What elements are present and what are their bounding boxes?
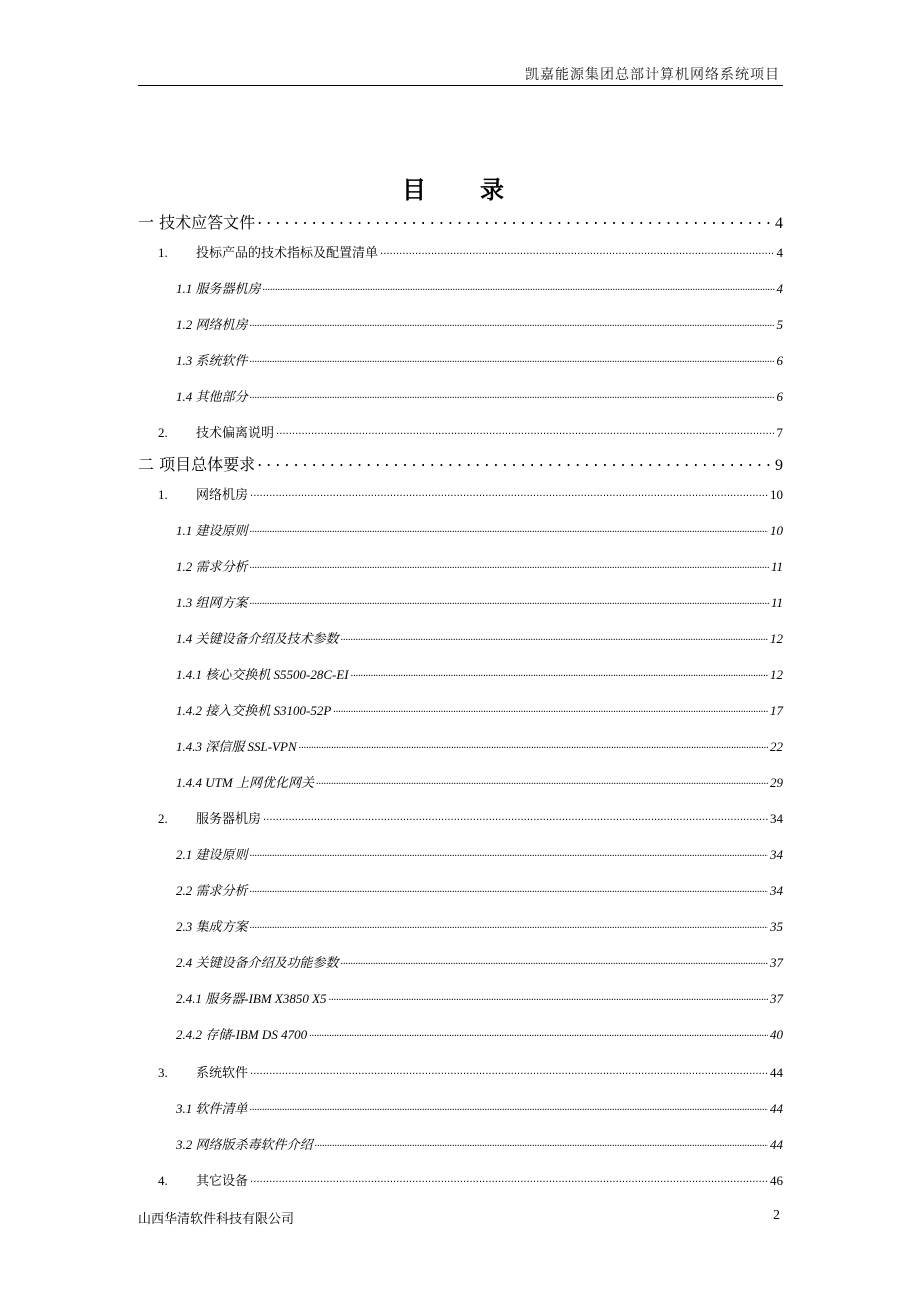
toc-entry-page: 11 bbox=[770, 559, 783, 574]
toc-entry-page: 4 bbox=[776, 245, 783, 260]
toc-entry[interactable] bbox=[158, 242, 783, 261]
toc-entry[interactable] bbox=[176, 1134, 783, 1153]
toc-entry-label: 2.3 集成方案 bbox=[176, 919, 248, 934]
toc-entry[interactable] bbox=[176, 386, 783, 405]
toc-entry-label: 3.2 网络版杀毒软件介绍 bbox=[176, 1137, 313, 1152]
toc-leader-dots bbox=[250, 918, 768, 931]
footer-page-number: 2 bbox=[773, 1208, 780, 1223]
toc-entry[interactable] bbox=[176, 350, 783, 369]
toc-title bbox=[0, 170, 920, 205]
toc-entry-label bbox=[158, 242, 378, 261]
toc-entry-text: 技术偏离说明 bbox=[196, 426, 275, 441]
toc-leader-dots bbox=[250, 388, 775, 401]
toc-leader-dots bbox=[250, 486, 768, 499]
toc-entry[interactable] bbox=[176, 1024, 783, 1043]
toc-leader-dots bbox=[250, 1064, 768, 1077]
toc-entry-label: 1.1 建设原则 bbox=[176, 523, 248, 538]
toc-leader-dots bbox=[309, 1026, 768, 1039]
toc-entry[interactable] bbox=[176, 700, 783, 719]
toc-entry[interactable] bbox=[176, 844, 783, 863]
toc-entry-label bbox=[158, 1170, 248, 1189]
toc-entry-page: 6 bbox=[776, 353, 783, 368]
toc-entry-label: 1.4.4 UTM 上网优化网关 bbox=[176, 775, 314, 790]
toc-leader-dots bbox=[250, 352, 775, 365]
toc-entry[interactable] bbox=[176, 988, 783, 1007]
running-header: 凯嘉能源集团总部计算机网络系统项目 bbox=[525, 67, 780, 83]
toc-entry-page: 44 bbox=[770, 1065, 783, 1080]
toc-entry-page: 10 bbox=[770, 487, 783, 502]
toc-entry-page: 37 bbox=[770, 955, 783, 970]
toc-entry[interactable] bbox=[176, 880, 783, 899]
toc-entry-number: 2. bbox=[158, 425, 168, 440]
toc-leader-dots bbox=[263, 810, 768, 823]
toc-entry-label: 3.1 软件清单 bbox=[176, 1101, 248, 1116]
toc-leader-dots bbox=[316, 774, 768, 787]
toc-entry-page: 9 bbox=[775, 457, 783, 474]
toc-leader-dots bbox=[250, 594, 769, 607]
footer-company: 山西华清软件科技有限公司 bbox=[138, 1212, 295, 1227]
toc-leader-dots bbox=[250, 316, 775, 329]
toc-entry-label bbox=[158, 484, 248, 503]
toc-entry-number: 2. bbox=[158, 811, 168, 826]
toc-entry-page: 44 bbox=[770, 1137, 783, 1152]
toc-entry[interactable] bbox=[176, 916, 783, 935]
toc-entry[interactable] bbox=[158, 1170, 783, 1189]
toc-entry-label: 1.4 关键设备介绍及技术参数 bbox=[176, 631, 339, 646]
toc-entry[interactable] bbox=[158, 1062, 783, 1081]
toc-entry-page: 5 bbox=[776, 317, 783, 332]
toc-leader-dots bbox=[333, 702, 768, 715]
toc-entry[interactable] bbox=[176, 520, 783, 539]
toc-entry-page: 4 bbox=[775, 215, 783, 232]
toc-entry[interactable] bbox=[176, 952, 783, 971]
toc-entry-page: 44 bbox=[770, 1101, 783, 1116]
toc-entry-page: 6 bbox=[776, 389, 783, 404]
toc-leader-dots bbox=[351, 666, 768, 679]
toc-entry[interactable] bbox=[176, 664, 783, 683]
toc-entry-label: 一 技术应答文件 bbox=[138, 213, 256, 232]
toc-entry-page: 34 bbox=[770, 811, 783, 826]
toc-entry-page: 40 bbox=[770, 1027, 783, 1042]
toc-entry[interactable] bbox=[176, 278, 783, 297]
header-rule bbox=[138, 85, 783, 86]
toc-entry-label: 2.1 建设原则 bbox=[176, 847, 248, 862]
toc-leader-dots bbox=[315, 1136, 768, 1149]
toc-entry-label: 2.4 关键设备介绍及功能参数 bbox=[176, 955, 339, 970]
toc-entry-page: 11 bbox=[770, 595, 783, 610]
toc-entry-label: 1.4.3 深信服 SSL-VPN bbox=[176, 739, 297, 754]
toc-entry-page: 12 bbox=[770, 631, 783, 646]
toc-entry-page: 34 bbox=[770, 847, 783, 862]
toc-entry[interactable] bbox=[176, 628, 783, 647]
toc-entry-number: 3. bbox=[158, 1065, 168, 1080]
toc-entry-label: 1.3 组网方案 bbox=[176, 595, 248, 610]
toc-entry-label: 2.4.2 存储-IBM DS 4700 bbox=[176, 1027, 308, 1042]
toc-entry-label: 1.2 网络机房 bbox=[176, 317, 248, 332]
toc-entry[interactable] bbox=[176, 314, 783, 333]
toc-entry-label: 1.4.2 接入交换机 S3100-52P bbox=[176, 703, 332, 718]
toc-entry-text: 系统软件 bbox=[196, 1066, 249, 1081]
toc-entry-page: 10 bbox=[770, 523, 783, 538]
toc-leader-dots bbox=[250, 522, 768, 535]
toc-entry-number: 4. bbox=[158, 1173, 168, 1188]
toc-leader-dots bbox=[250, 1172, 768, 1185]
toc-title-char-2: 录 bbox=[480, 176, 518, 204]
toc-entry[interactable] bbox=[176, 736, 783, 755]
toc-entry[interactable] bbox=[158, 808, 783, 827]
toc-entry-page: 29 bbox=[770, 775, 783, 790]
toc-entry-text: 投标产品的技术指标及配置清单 bbox=[196, 246, 379, 261]
toc-entry-number: 1. bbox=[158, 245, 168, 260]
toc-entry-label: 1.1 服务器机房 bbox=[176, 281, 261, 296]
toc-entry-label: 2.2 需求分析 bbox=[176, 883, 248, 898]
toc-leader-dots bbox=[257, 454, 773, 470]
toc-entry-label: 1.4.1 核心交换机 S5500-28C-EI bbox=[176, 667, 349, 682]
toc-entry-text: 网络机房 bbox=[196, 488, 249, 503]
toc-leader-dots bbox=[276, 424, 774, 437]
toc-entry-number: 1. bbox=[158, 487, 168, 502]
toc-entry[interactable] bbox=[176, 772, 783, 791]
toc-entry-text: 服务器机房 bbox=[196, 812, 262, 827]
toc-entry[interactable] bbox=[176, 556, 783, 575]
toc-entry-page: 34 bbox=[770, 883, 783, 898]
toc-entry-text: 其它设备 bbox=[196, 1174, 249, 1189]
toc-leader-dots bbox=[250, 882, 768, 895]
toc-entry-page: 4 bbox=[776, 281, 783, 296]
toc-leader-dots bbox=[380, 244, 774, 257]
toc-entry-label: 1.3 系统软件 bbox=[176, 353, 248, 368]
toc-entry-page: 7 bbox=[776, 425, 783, 440]
toc-leader-dots bbox=[250, 558, 769, 571]
toc-entry-page: 22 bbox=[770, 739, 783, 754]
toc-entry-page: 46 bbox=[770, 1173, 783, 1188]
toc-entry-page: 35 bbox=[770, 919, 783, 934]
toc-entry-page: 12 bbox=[770, 667, 783, 682]
toc-leader-dots bbox=[250, 846, 768, 859]
toc-entry-label: 2.4.1 服务器-IBM X3850 X5 bbox=[176, 991, 327, 1006]
toc-entry-label: 二 项目总体要求 bbox=[138, 455, 256, 474]
toc-leader-dots bbox=[299, 738, 768, 751]
toc-entry[interactable] bbox=[158, 484, 783, 503]
toc-entry-label bbox=[158, 1062, 248, 1081]
toc-entry-label: 1.4 其他部分 bbox=[176, 389, 248, 404]
toc-entry[interactable] bbox=[176, 592, 783, 611]
toc-entry-label bbox=[158, 808, 261, 827]
toc-leader-dots bbox=[257, 212, 773, 228]
toc-entry[interactable] bbox=[138, 210, 783, 233]
toc-title-char-1: 目 bbox=[402, 176, 440, 204]
toc-entry[interactable] bbox=[138, 452, 783, 475]
toc-entry-page: 17 bbox=[770, 703, 783, 718]
toc-entry[interactable] bbox=[176, 1098, 783, 1117]
toc-leader-dots bbox=[329, 990, 768, 1003]
toc-entry-label: 1.2 需求分析 bbox=[176, 559, 248, 574]
toc-leader-dots bbox=[341, 954, 768, 967]
toc-entry-page: 37 bbox=[770, 991, 783, 1006]
toc-leader-dots bbox=[263, 280, 775, 293]
toc-entry-label bbox=[158, 422, 274, 441]
toc-leader-dots bbox=[341, 630, 768, 643]
toc-leader-dots bbox=[250, 1100, 768, 1113]
toc-entry[interactable] bbox=[158, 422, 783, 441]
